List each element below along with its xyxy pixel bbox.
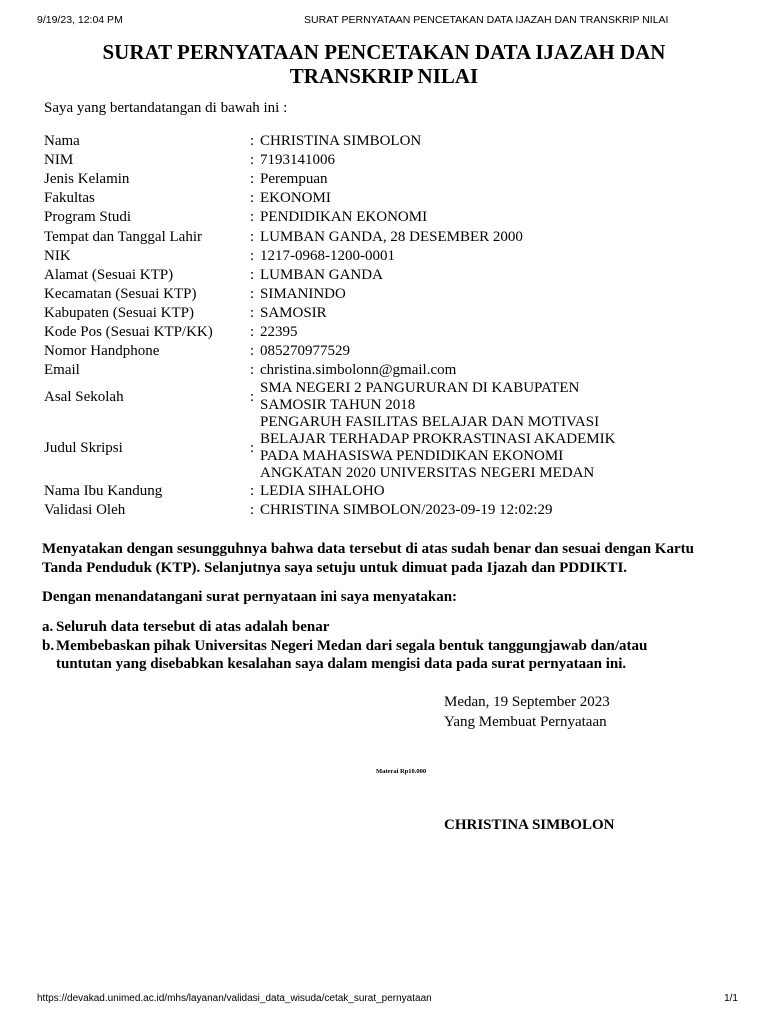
field-row — [42, 208, 640, 227]
field-separator: : — [250, 190, 255, 207]
field-row — [42, 342, 640, 361]
field-row — [42, 501, 640, 520]
field-value-line: PADA MAHASISWA PENDIDIKAN EKONOMI — [260, 448, 564, 465]
statement-paragraph — [42, 540, 732, 578]
declaration-marker: b. — [42, 637, 55, 654]
declaration-line: Membebaskan pihak Universitas Negeri Medan dari segala bentuk tanggungjawab dan/atau — [56, 637, 648, 654]
signatory-name: CHRISTINA SIMBOLON — [444, 817, 615, 833]
field-separator: : — [250, 343, 255, 360]
field-value: Perempuan — [260, 171, 328, 188]
statement-line: Tanda Penduduk (KTP). Selanjutnya saya setuju untuk dimuat pada Ijazah dan PDDIKTI. — [42, 560, 628, 576]
field-value-line: PENGARUH FASILITAS BELAJAR DAN MOTIVASI — [260, 414, 600, 431]
field-separator: : — [250, 285, 255, 302]
field-label: Kabupaten (Sesuai KTP) — [44, 304, 194, 321]
print-footer — [37, 993, 738, 1007]
field-row — [42, 304, 640, 323]
field-separator: : — [250, 209, 255, 226]
declaration-marker: a. — [42, 619, 54, 635]
field-label: Tempat dan Tanggal Lahir — [44, 228, 202, 245]
field-row — [42, 266, 640, 285]
declaration-line: tuntutan yang disebabkan kesalahan saya dalam mengisi data pada surat pernyataan ini. — [56, 656, 627, 672]
intro-text: Saya yang bertandatangan di bawah ini : — [44, 100, 288, 116]
declaration-list — [42, 618, 732, 674]
field-label: Jenis Kelamin — [44, 171, 130, 188]
field-row — [42, 285, 640, 304]
field-label: Nama — [44, 133, 80, 150]
field-value: 22395 — [260, 323, 298, 340]
field-value: PENDIDIKAN EKONOMI — [260, 209, 428, 226]
field-value-line: ANGKATAN 2020 UNIVERSITAS NEGERI MEDAN — [260, 465, 595, 482]
field-label: Kode Pos (Sesuai KTP/KK) — [44, 323, 213, 340]
field-separator: : — [250, 171, 255, 188]
field-separator: : — [250, 152, 255, 169]
field-value-line: SAMOSIR TAHUN 2018 — [260, 397, 416, 414]
materai-stamp-label: Materai Rp10.000 — [376, 768, 427, 775]
field-value: LUMBAN GANDA — [260, 266, 383, 283]
field-value: LUMBAN GANDA, 28 DESEMBER 2000 — [260, 228, 523, 245]
field-row — [42, 414, 640, 482]
field-label: Nama Ibu Kandung — [44, 483, 163, 500]
document-title-line2: TRANSKRIP NILAI — [289, 64, 479, 88]
field-label: NIM — [44, 152, 74, 169]
field-separator: : — [250, 304, 255, 321]
field-separator: : — [250, 247, 255, 264]
declaration-line: Seluruh data tersebut di atas adalah benar — [56, 619, 330, 635]
field-label: Nomor Handphone — [44, 343, 160, 360]
field-row — [42, 170, 640, 189]
field-label: Validasi Oleh — [44, 502, 126, 519]
field-label: NIK — [44, 247, 71, 264]
field-label: Program Studi — [44, 209, 132, 226]
field-value-line: BELAJAR TERHADAP PROKRASTINASI AKADEMIK — [260, 431, 616, 448]
print-page-number: 1/1 — [724, 993, 738, 1004]
field-value — [260, 380, 640, 414]
field-row — [42, 361, 640, 380]
field-label: Fakultas — [44, 190, 95, 207]
field-value-line: SMA NEGERI 2 PANGURURAN DI KABUPATEN — [260, 380, 580, 397]
field-label: Kecamatan (Sesuai KTP) — [44, 285, 197, 302]
declaration-text — [56, 637, 647, 674]
field-value: CHRISTINA SIMBOLON — [260, 133, 422, 150]
field-value: EKONOMI — [260, 190, 331, 207]
field-value: LEDIA SIHALOHO — [260, 483, 385, 500]
field-label: Email — [44, 362, 80, 379]
field-separator: : — [250, 266, 255, 283]
field-value — [260, 414, 640, 482]
field-label: Judul Skripsi — [44, 439, 123, 456]
declaration-text — [56, 618, 329, 637]
field-value: 7193141006 — [260, 152, 335, 169]
field-row — [42, 189, 640, 208]
print-page-title: SURAT PERNYATAAN PENCETAKAN DATA IJAZAH DAN TRANSKRIP NILAI — [304, 14, 669, 26]
field-separator: : — [250, 133, 255, 150]
field-value: 085270977529 — [260, 343, 350, 360]
declaration-item — [42, 618, 732, 637]
document-title-line1: SURAT PERNYATAAN PENCETAKAN DATA IJAZAH DAN — [102, 40, 666, 64]
print-url: https://devakad.unimed.ac.id/mhs/layanan/validasi_data_wisuda/cetak_surat_pernyataan — [37, 993, 432, 1004]
identity-table — [42, 132, 640, 520]
field-row — [42, 380, 640, 414]
field-separator: : — [250, 362, 255, 379]
field-row — [42, 132, 640, 151]
affirmation-text: Dengan menandatangani surat pernyataan ini saya menyatakan: — [42, 589, 458, 605]
print-date: 9/19/23, 12:04 PM — [37, 14, 123, 26]
signature-place-date: Medan, 19 September 2023 — [444, 694, 610, 710]
field-row — [42, 151, 640, 170]
signature-role: Yang Membuat Pernyataan — [444, 714, 607, 730]
field-row — [42, 323, 640, 342]
identity-table-body — [42, 132, 640, 520]
field-separator: : — [250, 323, 255, 340]
field-value: CHRISTINA SIMBOLON/2023-09-19 12:02:29 — [260, 502, 553, 519]
field-row — [42, 247, 640, 266]
field-separator: : — [250, 228, 255, 245]
field-label: Asal Sekolah — [44, 388, 124, 405]
document-title — [60, 40, 708, 88]
field-value: SIMANINDO — [260, 285, 346, 302]
declaration-item — [42, 637, 732, 674]
field-separator: : — [250, 483, 255, 500]
field-separator: : — [250, 388, 255, 405]
field-value: 1217-0968-1200-0001 — [260, 247, 395, 264]
field-row — [42, 227, 640, 246]
print-header — [37, 14, 738, 28]
field-label: Alamat (Sesuai KTP) — [44, 266, 174, 283]
field-row — [42, 482, 640, 501]
statement-line: Menyatakan dengan sesungguhnya bahwa data tersebut di atas sudah benar dan sesuai dengan Kartu — [42, 541, 694, 557]
field-value: SAMOSIR — [260, 304, 327, 321]
field-separator: : — [250, 439, 255, 456]
field-value: christina.simbolonn@gmail.com — [260, 362, 457, 379]
field-separator: : — [250, 502, 255, 519]
